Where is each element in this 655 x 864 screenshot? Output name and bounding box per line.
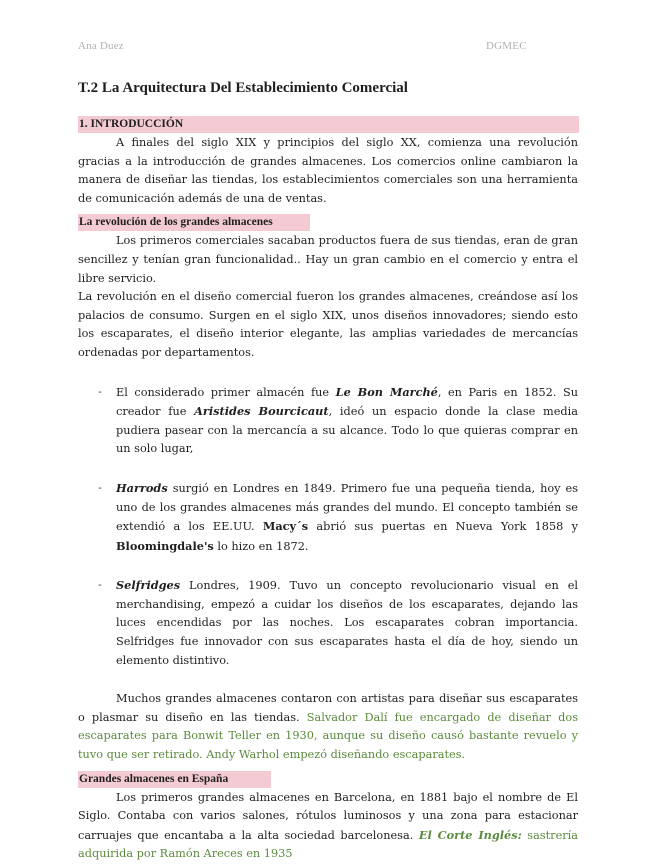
green-bold-text: El Corte Inglés:	[418, 827, 522, 842]
paragraph-espana: Los primeros grandes almacenes en Barcelona, en 1881 bajo el nombre de El Siglo. Contaba con varios salones, rótulos luminosos y una zona para estacionar carruajes que encantaba a la alta sociedad barcelonesa. El Corte Inglés: sastrería adquirida por Ramón Areces en 1935	[78, 790, 578, 861]
green-text: sastrería adquirida por Ramón Areces en 1935	[78, 828, 578, 861]
store-name: Macy´s	[262, 519, 309, 534]
paragraph-intro: A finales del siglo XIX y principios del siglo XX, comienza una revolución gracias a la introducción de grandes almacenes. Los comercios online cambiaron la manera de diseñar las tiendas, los establecimientos comerciales son una herramienta de comunicación además de una de ventas.	[78, 136, 578, 205]
dash-bullet: -	[98, 578, 102, 592]
store-name: Bloomingdale's	[116, 538, 214, 553]
dash-bullet: -	[98, 384, 102, 398]
list-item: - El considerado primer almacén fue Le Bon Marché, en Paris en 1852. Su creador fue Aristides Bourcicaut, ideó un espacio donde la clase media pudiera pasear con la mercancía a su alcance. Todo lo que quieras comprar en un solo lugar,	[98, 384, 579, 456]
store-name: Selfridges	[116, 578, 181, 593]
section-heading-revolucion: La revolución de los grandes almacenes	[78, 214, 310, 231]
green-text: Salvador Dalí fue encargado de diseñar dos escaparates para Bonwit Teller en 1930, aunque su diseño causó bastante revuelo y tuvo que ser retirado. Andy Warhol empezó diseñando escaparates.	[78, 710, 578, 762]
dash-bullet: -	[98, 480, 102, 494]
list-item: - Harrods surgió en Londres en 1849. Primero fue una pequeña tienda, hoy es uno de los grandes almacenes más grandes del mundo. El concepto también se extendió a los EE.UU. Macy´s abrió sus puertas en Nueva York 1858 y Bloomingdale's lo hizo en 1872.	[98, 480, 578, 553]
store-name: Harrods	[116, 480, 168, 495]
document-body	[78, 78, 578, 864]
store-name: Le Bon Marché	[335, 384, 438, 399]
page-title: T.2 La Arquitectura Del Establecimiento Comercial	[78, 80, 408, 96]
paragraph-revolucion-2: La revolución en el diseño comercial fueron los grandes almacenes, creándose así los palacios de consumo. Surgen en el siglo XIX, unos diseños innovadores; siendo esto los escaparates, el diseño interior elegante, las amplias variedades de mercancías ordenadas por departamentos.	[78, 290, 578, 359]
bullet-list	[78, 383, 578, 671]
section-heading-introduccion: 1. INTRODUCCIÓN	[78, 116, 579, 133]
paragraph-revolucion-1: Los primeros comerciales sacaban productos fuera de sus tiendas, eran de gran sencillez y tenían gran funcionalidad.. Hay un gran cambio en el comercio y entra el libre servicio.	[78, 234, 578, 285]
paragraph-artistas: Muchos grandes almacenes contaron con artistas para diseñar sus escaparates o plasmar su diseño en las tiendas. Salvador Dalí fue encargado de diseñar dos escaparates para Bonwit Teller en 1930, aunque su diseño causó bastante revuelo y tuvo que ser retirado. Andy Warhol empezó diseñando escaparates.	[78, 692, 578, 762]
header-course: DGMEC	[486, 40, 527, 52]
list-item: - Selfridges Londres, 1909. Tuvo un concepto revolucionario visual en el merchandising, empezó a cuidar los diseños de los escaparates, dejando las luces encendidas por las noches. Los escaparates cobran importancia. Selfridges fue innovador con sus escaparates hasta el día de hoy, siendo un elemento distintivo.	[98, 578, 578, 667]
header-author: Ana Duez	[78, 40, 124, 52]
person-name: Aristides Bourcicaut	[194, 404, 329, 419]
section-heading-espana: Grandes almacenes en España	[78, 771, 271, 788]
